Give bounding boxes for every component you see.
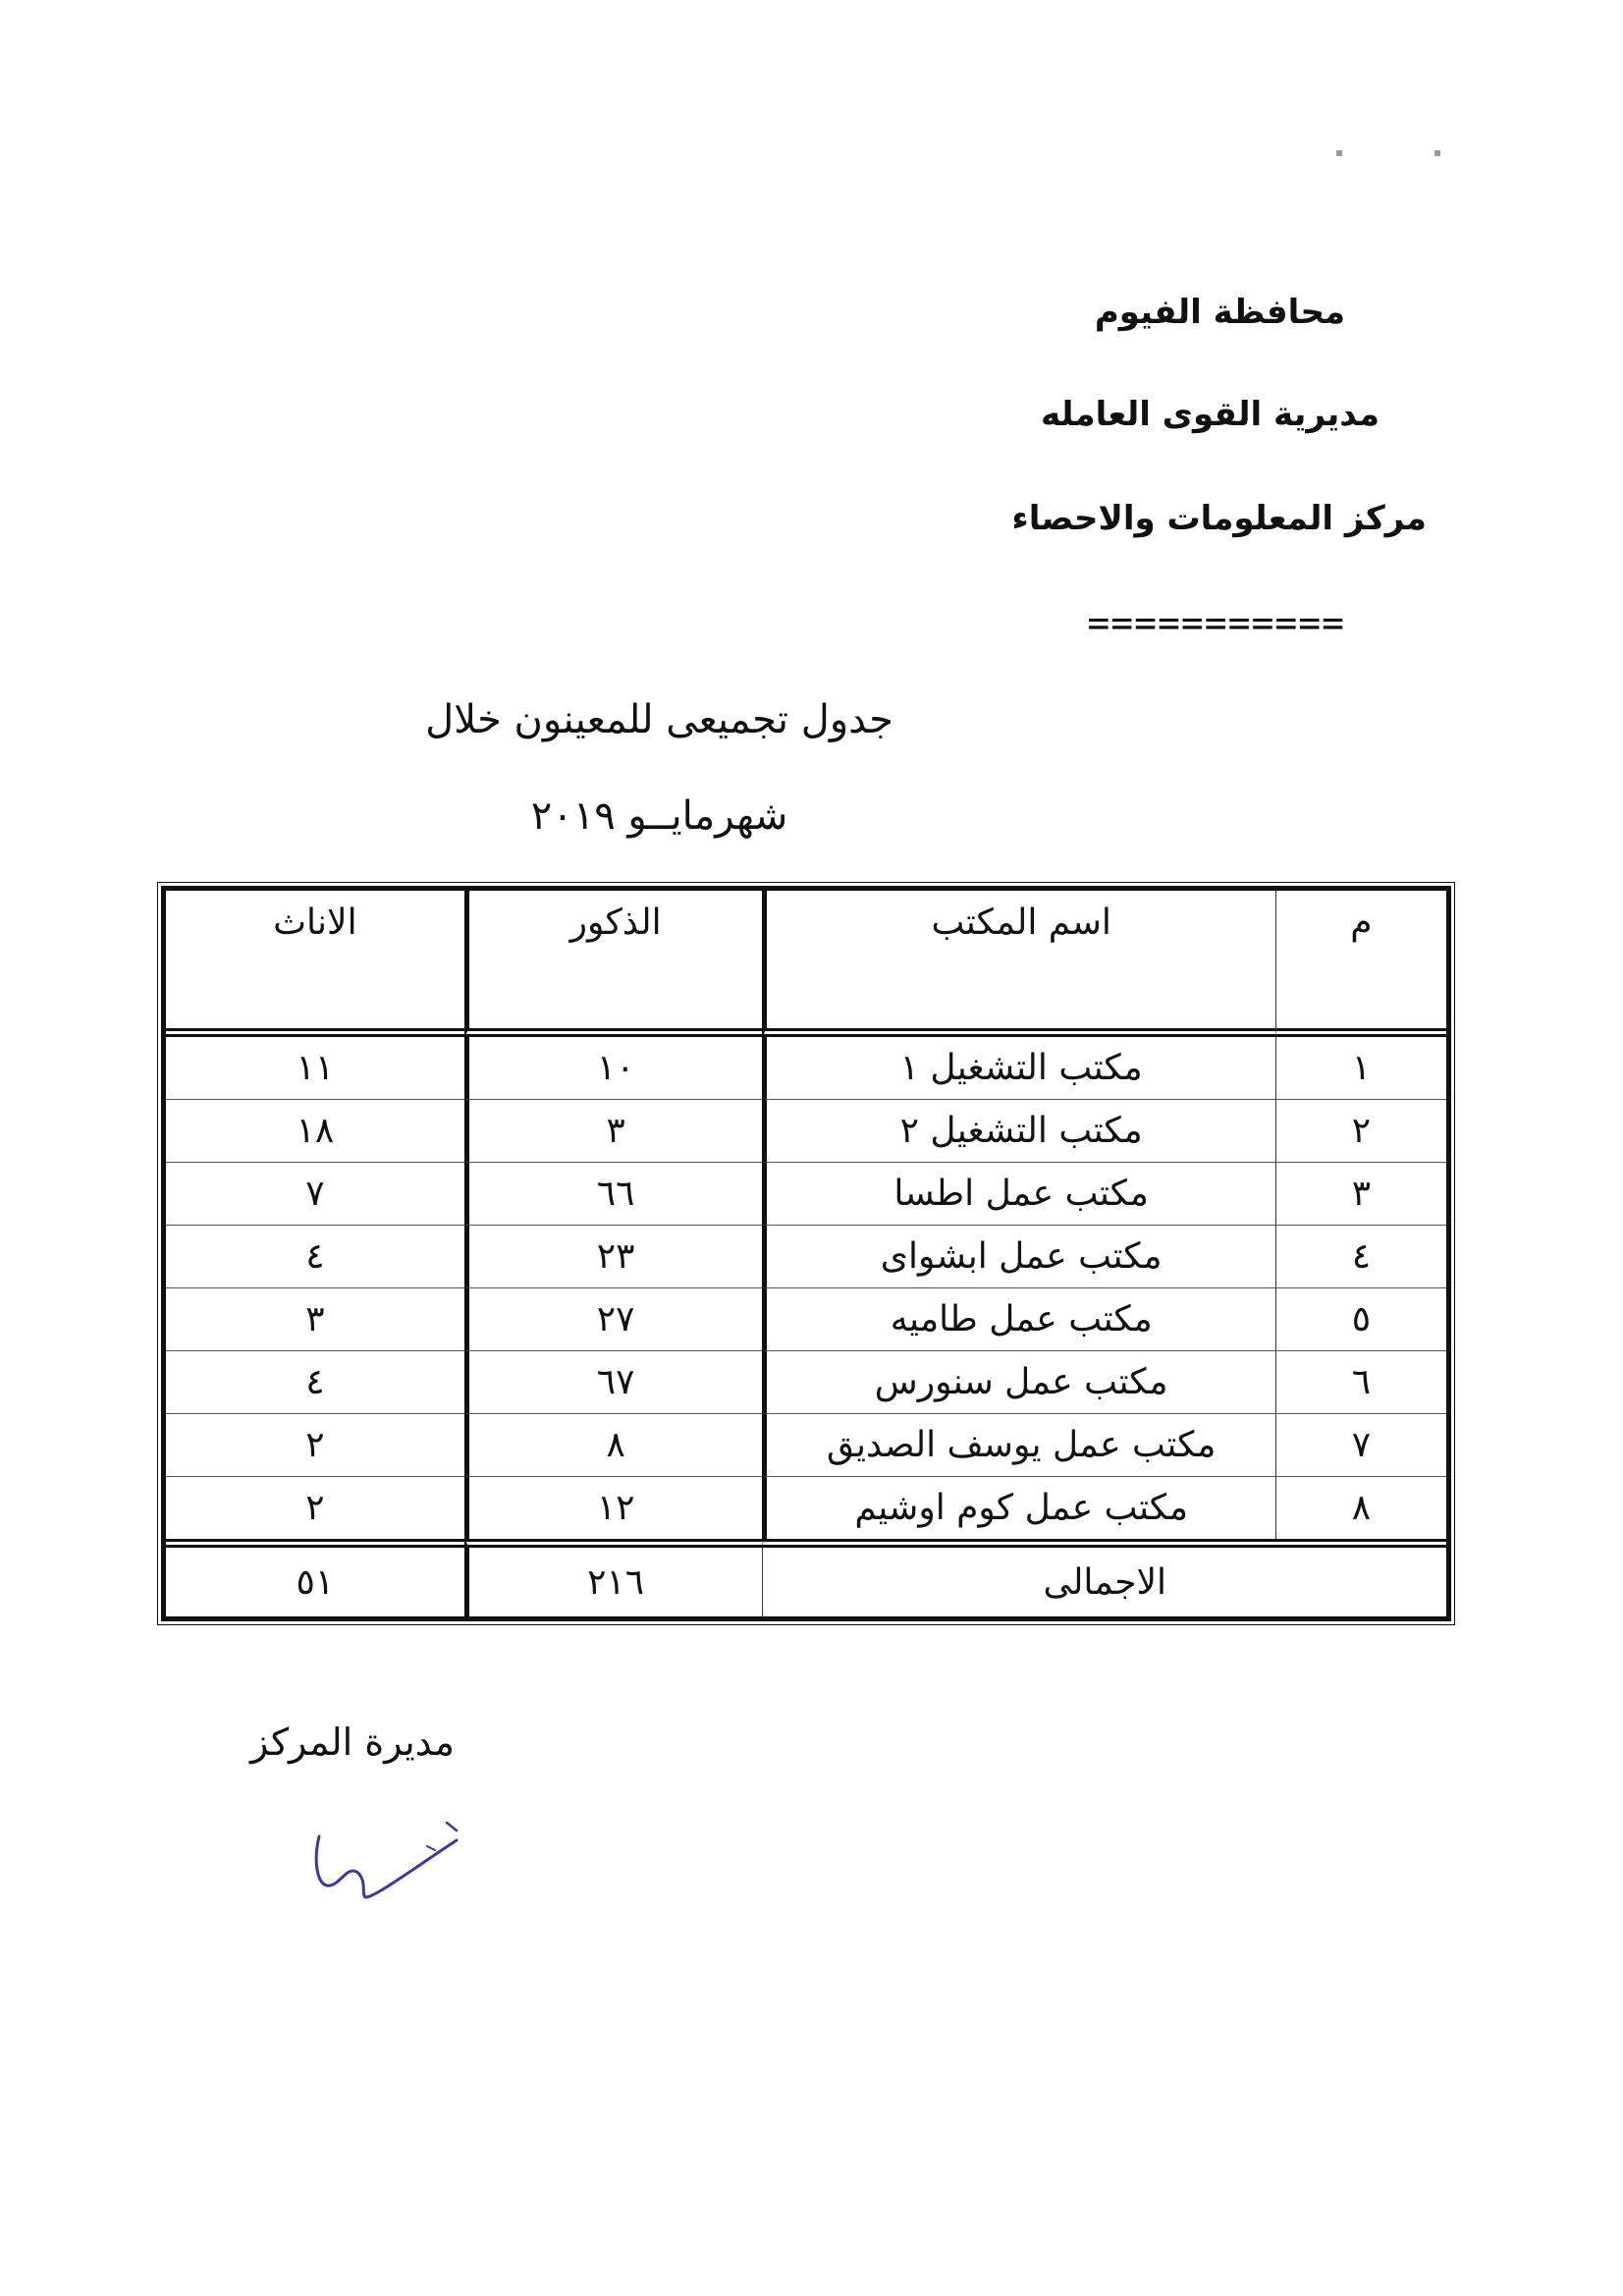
table-row (166, 1351, 1446, 1414)
cell-office: مكتب عمل ابشواى (762, 1226, 1274, 1288)
cell-index: ٧ (1275, 1414, 1446, 1477)
table-row (166, 1226, 1446, 1288)
cell-male: ٦٦ (464, 1163, 763, 1226)
header-male: الذكور (464, 891, 763, 1037)
cell-office: مكتب عمل كوم اوشيم (762, 1477, 1274, 1539)
cell-index: ٨ (1275, 1477, 1446, 1539)
cell-male: ٦٧ (464, 1351, 763, 1414)
table-row (166, 1100, 1446, 1163)
cell-male: ٢٧ (464, 1288, 763, 1351)
cell-female: ٧ (166, 1163, 464, 1226)
cell-male: ٣ (464, 1100, 763, 1163)
document-title: جدول تجميعى للمعينون خلال (425, 697, 893, 742)
cell-female: ٤ (166, 1226, 464, 1288)
org-directorate: مديرية القوى العامله (1041, 395, 1380, 434)
handwritten-signature (309, 1807, 466, 1915)
cell-index: ٤ (1275, 1226, 1446, 1288)
table-row (166, 1037, 1446, 1100)
header-office: اسم المكتب (762, 891, 1274, 1037)
cell-office: مكتب التشغيل ٢ (762, 1100, 1274, 1163)
cell-office: مكتب عمل سنورس (762, 1351, 1274, 1414)
org-governorate: محافظة الفيوم (1094, 293, 1345, 332)
cell-male: ١٠ (464, 1037, 763, 1100)
table-row (166, 1288, 1446, 1351)
appointments-table (161, 886, 1451, 1621)
cell-male: ٨ (464, 1414, 763, 1477)
cell-index: ٥ (1275, 1288, 1446, 1351)
cell-female: ٤ (166, 1351, 464, 1414)
org-center: مركز المعلومات والاحصاء (1011, 499, 1427, 538)
total-male: ٢١٦ (464, 1539, 763, 1616)
scan-speck: ▪ (1434, 145, 1442, 159)
table-row (166, 1163, 1446, 1226)
cell-office: مكتب عمل اطسا (762, 1163, 1274, 1226)
cell-office: مكتب عمل يوسف الصديق (762, 1414, 1274, 1477)
cell-female: ٢ (166, 1414, 464, 1477)
header-index: م (1275, 891, 1446, 1037)
cell-female: ٣ (166, 1288, 464, 1351)
total-label: الاجمالى (762, 1539, 1446, 1616)
cell-female: ٢ (305, 1488, 325, 1528)
header-female: الاناث (166, 891, 464, 1037)
cell-index: ٣ (1275, 1163, 1446, 1226)
separator: =========== (1087, 601, 1345, 644)
table-row (166, 1477, 1446, 1539)
cell-office: مكتب التشغيل ١ (762, 1037, 1274, 1100)
total-female: ٥١ (166, 1539, 464, 1616)
cell-female: ١٨ (166, 1100, 464, 1163)
cell-office: مكتب عمل طاميه (762, 1288, 1274, 1351)
cell-index: ١ (1275, 1037, 1446, 1100)
appointments-table-wrap (161, 886, 1451, 1621)
cell-male: ٢٣ (464, 1226, 763, 1288)
cell-female: ١١ (166, 1037, 464, 1100)
table-header-row (166, 891, 1446, 1037)
signature-label: مديرة المركز (250, 1721, 455, 1764)
cell-index: ٦ (1275, 1351, 1446, 1414)
table-total-row (166, 1539, 1446, 1616)
table-row (166, 1414, 1446, 1477)
cell-index: ٢ (1275, 1100, 1446, 1163)
scan-speck: ▪ (1335, 145, 1344, 159)
document-period: شهرمايــو ٢٠١٩ (530, 793, 788, 839)
cell-male: ١٢ (464, 1477, 763, 1539)
